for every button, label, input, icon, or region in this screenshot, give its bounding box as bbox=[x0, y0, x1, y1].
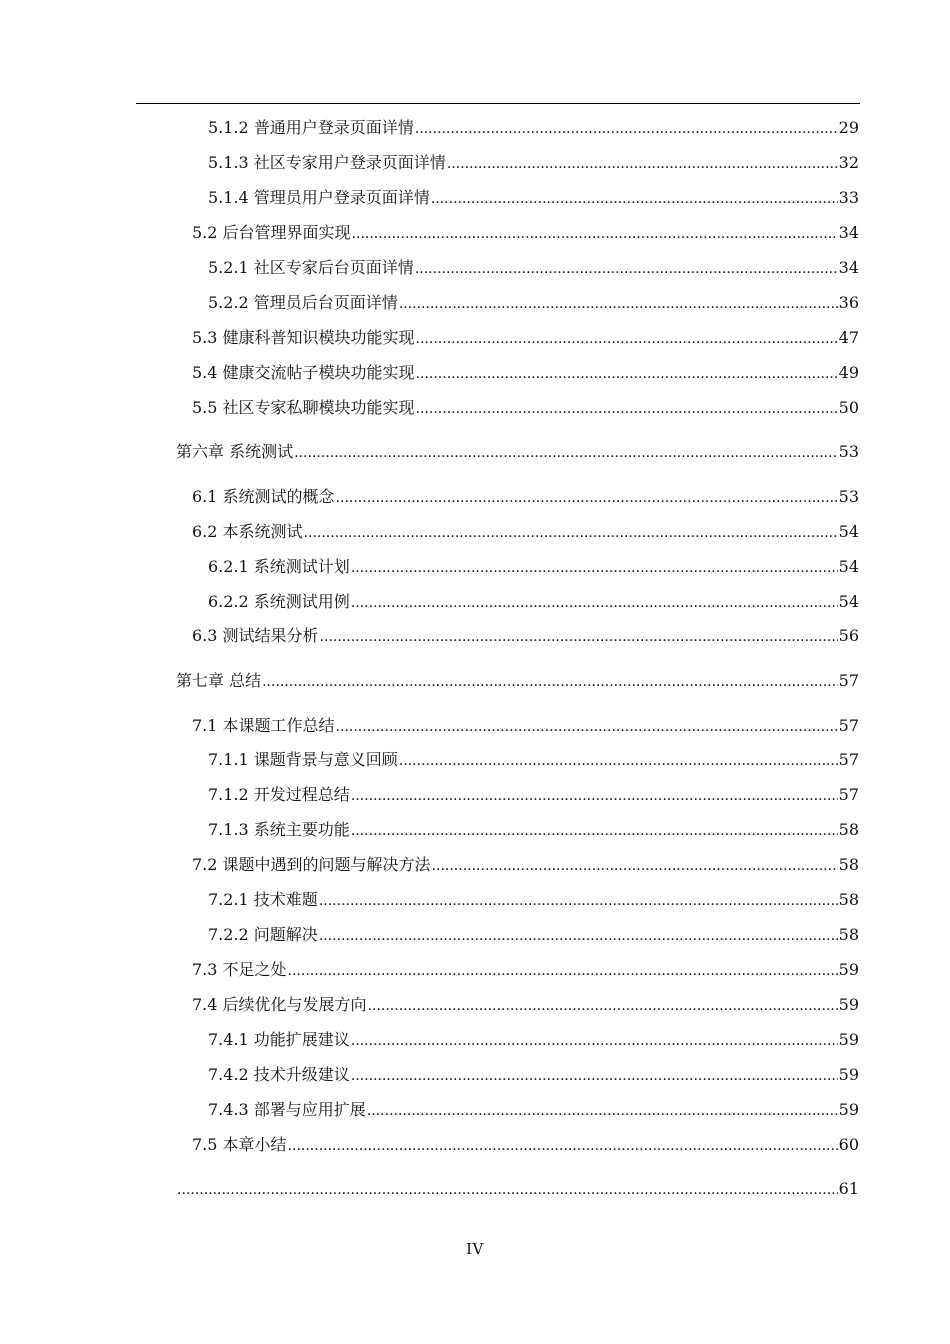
toc-entry-label: 5.5 社区专家私聊模块功能实现 bbox=[192, 398, 415, 417]
toc-dot-leader bbox=[177, 1178, 838, 1201]
toc-entry-page-number: 58 bbox=[838, 890, 859, 909]
toc-entry-label: 5.2.1 社区专家后台页面详情 bbox=[208, 258, 414, 277]
toc-entry[interactable] bbox=[192, 1134, 859, 1156]
toc-dot-leader bbox=[447, 152, 838, 175]
header-rule bbox=[136, 103, 860, 104]
toc-dot-leader bbox=[351, 591, 838, 614]
toc-dot-leader bbox=[431, 187, 838, 210]
toc-entry-page-number: 53 bbox=[838, 442, 859, 461]
toc-entry-page-number: 57 bbox=[838, 671, 859, 690]
toc-entry-page-number: 59 bbox=[838, 995, 859, 1014]
toc-entry-label: 7.2 课题中遇到的问题与解决方法 bbox=[192, 855, 431, 874]
toc-entry[interactable] bbox=[208, 1099, 859, 1121]
toc-entry[interactable] bbox=[192, 486, 859, 508]
toc-entry-label: 7.1.2 开发过程总结 bbox=[208, 785, 350, 804]
toc-entry-page-number: 50 bbox=[838, 398, 859, 417]
toc-entry[interactable] bbox=[192, 362, 859, 384]
toc-entry-label: 6.2.2 系统测试用例 bbox=[208, 592, 350, 611]
toc-dot-leader bbox=[416, 397, 838, 420]
toc-entry-page-number: 59 bbox=[838, 1100, 859, 1119]
toc-entry-page-number: 59 bbox=[838, 960, 859, 979]
toc-entry[interactable] bbox=[208, 784, 859, 806]
toc-entry[interactable] bbox=[192, 625, 859, 647]
toc-dot-leader bbox=[367, 1099, 838, 1122]
toc-dot-leader bbox=[368, 994, 838, 1017]
toc-entry-label: 7.3 不足之处 bbox=[192, 960, 287, 979]
toc-entry-label: 7.4.1 功能扩展建议 bbox=[208, 1030, 350, 1049]
toc-entry[interactable] bbox=[208, 819, 859, 841]
toc-entry-label: 7.1.3 系统主要功能 bbox=[208, 820, 350, 839]
toc-dot-leader bbox=[352, 222, 838, 245]
toc-entry[interactable] bbox=[208, 257, 859, 279]
toc-dot-leader bbox=[351, 1029, 838, 1052]
toc-entry-label: 7.4 后续优化与发展方向 bbox=[192, 995, 367, 1014]
toc-entry-page-number: 53 bbox=[838, 487, 859, 506]
toc-entry-page-number: 57 bbox=[838, 785, 859, 804]
toc-dot-leader bbox=[288, 1134, 838, 1157]
toc-entry[interactable] bbox=[176, 441, 859, 463]
toc-entry-page-number: 59 bbox=[838, 1030, 859, 1049]
toc-entry[interactable] bbox=[192, 327, 859, 349]
toc-dot-leader bbox=[351, 819, 838, 842]
toc-entry[interactable] bbox=[208, 924, 859, 946]
toc-entry-label: 5.2.2 管理员后台页面详情 bbox=[208, 293, 398, 312]
toc-entry-page-number: 54 bbox=[838, 592, 859, 611]
toc-entry[interactable] bbox=[176, 670, 859, 692]
toc-entry[interactable] bbox=[208, 1064, 859, 1086]
toc-entry-label: 6.1 系统测试的概念 bbox=[192, 487, 335, 506]
toc-dot-leader bbox=[416, 327, 838, 350]
toc-entry-page-number: 60 bbox=[838, 1135, 859, 1154]
toc-entry-label: 5.1.4 管理员用户登录页面详情 bbox=[208, 188, 430, 207]
toc-entry-label: 5.3 健康科普知识模块功能实现 bbox=[192, 328, 415, 347]
toc-entry[interactable] bbox=[208, 152, 859, 174]
toc-dot-leader bbox=[304, 521, 838, 544]
toc-entry[interactable] bbox=[208, 1029, 859, 1051]
toc-entry-page-number: 32 bbox=[838, 153, 859, 172]
toc-entry-page-number: 33 bbox=[838, 188, 859, 207]
toc-entry-label: 第七章 总结 bbox=[176, 671, 262, 690]
toc-entry[interactable] bbox=[208, 556, 859, 578]
toc-entry-label: 7.1.1 课题背景与意义回顾 bbox=[208, 750, 398, 769]
toc-entry[interactable] bbox=[208, 292, 859, 314]
toc-entry[interactable] bbox=[192, 715, 859, 737]
toc-dot-leader bbox=[319, 924, 838, 947]
toc-entry[interactable] bbox=[192, 222, 859, 244]
toc-entry-label: 7.4.3 部署与应用扩展 bbox=[208, 1100, 366, 1119]
page-number-footer: IV bbox=[466, 1240, 484, 1258]
toc-entry[interactable] bbox=[208, 187, 859, 209]
toc-entry-label: 6.3 测试结果分析 bbox=[192, 626, 319, 645]
toc-entry-page-number: 59 bbox=[838, 1065, 859, 1084]
toc-entry[interactable] bbox=[208, 591, 859, 613]
toc-entry-label: 第六章 系统测试 bbox=[176, 442, 294, 461]
toc-dot-leader bbox=[351, 556, 838, 579]
toc-dot-leader bbox=[399, 292, 838, 315]
toc-entry[interactable] bbox=[208, 889, 859, 911]
toc-entry[interactable] bbox=[192, 994, 859, 1016]
toc-dot-leader bbox=[432, 854, 838, 877]
toc-entry-page-number: 57 bbox=[838, 750, 859, 769]
toc-entry[interactable] bbox=[176, 1178, 859, 1200]
toc-dot-leader bbox=[351, 784, 838, 807]
toc-entry-page-number: 54 bbox=[838, 522, 859, 541]
toc-entry-page-number: 47 bbox=[838, 328, 859, 347]
toc-dot-leader bbox=[262, 670, 838, 693]
toc-entry-label: 7.1 本课题工作总结 bbox=[192, 716, 335, 735]
toc-entry-page-number: 56 bbox=[838, 626, 859, 645]
toc-dot-leader bbox=[399, 749, 838, 772]
toc-dot-leader bbox=[415, 117, 838, 140]
toc-entry[interactable] bbox=[208, 117, 859, 139]
toc-entry-label: 7.2.1 技术难题 bbox=[208, 890, 318, 909]
toc-entry-label: 7.2.2 问题解决 bbox=[208, 925, 318, 944]
toc-entry[interactable] bbox=[192, 959, 859, 981]
toc-dot-leader bbox=[336, 486, 838, 509]
toc-entry[interactable] bbox=[192, 521, 859, 543]
toc-dot-leader bbox=[416, 362, 838, 385]
toc-dot-leader bbox=[288, 959, 838, 982]
toc-entry-label: 6.2.1 系统测试计划 bbox=[208, 557, 350, 576]
toc-entry[interactable] bbox=[192, 397, 859, 419]
toc-entry-label: 6.2 本系统测试 bbox=[192, 522, 303, 541]
toc-entry-page-number: 34 bbox=[838, 258, 859, 277]
toc-entry-page-number: 49 bbox=[838, 363, 859, 382]
toc-entry-page-number: 58 bbox=[838, 855, 859, 874]
toc-entry-label: 5.2 后台管理界面实现 bbox=[192, 223, 351, 242]
toc-entry[interactable] bbox=[192, 854, 859, 876]
toc-entry-page-number: 61 bbox=[838, 1179, 859, 1198]
toc-entry-page-number: 54 bbox=[838, 557, 859, 576]
toc-entry-page-number: 58 bbox=[838, 820, 859, 839]
toc-entry-page-number: 34 bbox=[838, 223, 859, 242]
toc-dot-leader bbox=[351, 1064, 838, 1087]
toc-dot-leader bbox=[336, 715, 838, 738]
toc-entry-page-number: 36 bbox=[838, 293, 859, 312]
toc-dot-leader bbox=[415, 257, 838, 280]
toc-entry-page-number: 57 bbox=[838, 716, 859, 735]
toc-entry-label: 5.1.3 社区专家用户登录页面详情 bbox=[208, 153, 446, 172]
toc-entry[interactable] bbox=[208, 749, 859, 771]
toc-entry-label: 7.4.2 技术升级建议 bbox=[208, 1065, 350, 1084]
toc-dot-leader bbox=[319, 889, 838, 912]
toc-entry-label: 5.1.2 普通用户登录页面详情 bbox=[208, 118, 414, 137]
toc-entry-page-number: 58 bbox=[838, 925, 859, 944]
toc-dot-leader bbox=[320, 625, 838, 648]
toc-entry-label: 5.4 健康交流帖子模块功能实现 bbox=[192, 363, 415, 382]
toc-entry-page-number: 29 bbox=[838, 118, 859, 137]
toc-entry-label: 7.5 本章小结 bbox=[192, 1135, 287, 1154]
toc-dot-leader bbox=[294, 441, 838, 464]
